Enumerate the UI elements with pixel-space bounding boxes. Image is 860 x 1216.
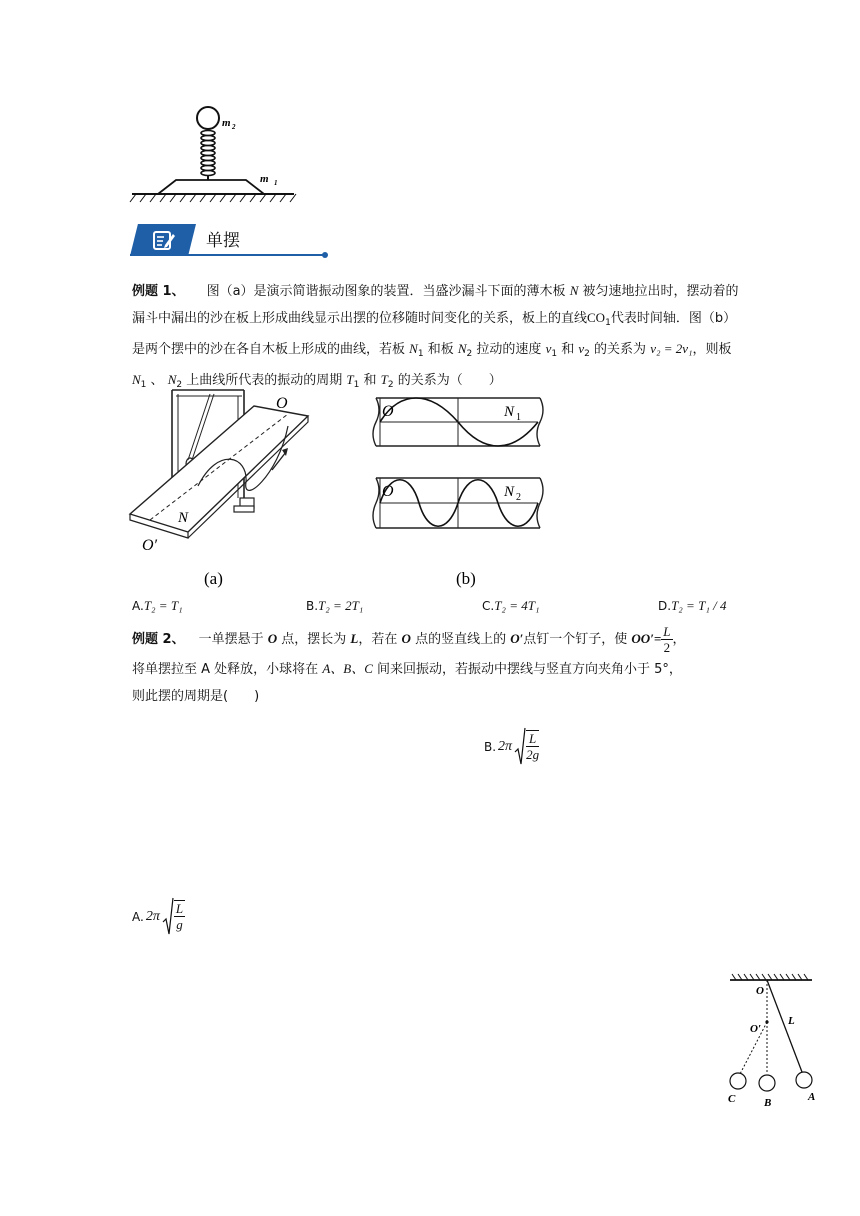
spring-mass-figure (128, 98, 298, 208)
example2-line1: 例题 2、 一单摆悬于 O 点，摆长为 L，若在 O 点的竖直线上的 O′点钉一个钉子，使 OO′= $\frac{L}{2}$ ， (132, 624, 686, 655)
example1-heading: 例题 1、 (132, 284, 185, 299)
edit-note-icon (152, 229, 176, 251)
svg-text:1: 1 (516, 412, 521, 423)
example2-heading: 例题 2、 (132, 632, 185, 647)
section-underline (130, 254, 326, 256)
section-title: 单摆 (206, 231, 240, 251)
fig-a-caption: (a) (204, 569, 223, 588)
example2-line2: 将单摆拉至 A 处释放，小球将在 A、B、C 间来回振动，若振动中摆线与竖直方向夹角小于 5°， (132, 661, 682, 677)
option-a-example2[interactable]: A. 2π $\frac{L}{g}$ (132, 896, 185, 938)
pendulum-label-O-prime: O′ (750, 1023, 762, 1035)
fig-a-label-O-prime: O′ (142, 537, 158, 554)
pendulum-label-C: C (728, 1093, 736, 1105)
example1-line1: 例题 1、 图（a）是演示简谐振动图象的装置．当盛沙漏斗下面的薄木板 N 被匀速地拉出时，摆动着的 (132, 283, 739, 299)
section-underline-dot (322, 252, 328, 258)
fig-a-label-N: N (178, 510, 189, 526)
label-m1: m (260, 173, 269, 185)
section-header (130, 224, 330, 258)
fig-b-label-O-top: O (382, 403, 394, 420)
pendulum-label-O: O (756, 985, 764, 997)
label-m2: m (222, 117, 231, 129)
pendulum-label-A: A (808, 1091, 816, 1103)
pendulum-label-L: L (788, 1015, 795, 1027)
option-c-example1[interactable]: C.T₂ = 4T₁ (482, 598, 540, 613)
example1-text (132, 278, 752, 398)
pendulum-label-B: B (764, 1097, 772, 1106)
fig-b-label-N1: N (504, 404, 515, 420)
svg-text:2: 2 (516, 492, 521, 503)
example2-line3: 则此摆的周期是( ) (132, 689, 260, 704)
fraction-L-over-2: $\frac{L}{2}$ (663, 624, 671, 655)
pendulum-figure (720, 970, 820, 1106)
sqrt-icon (514, 726, 526, 768)
example1-line3: 是两个摆中的沙在各自木板上形成的曲线，若板 $N_1$ 和板 $N_2$ 拉动的速度 $v_1$ 和 $v_2$ 的关系为 v₂ = 2v₁，则板 (132, 341, 732, 359)
figure-a-apparatus (128, 386, 328, 596)
label-m1-sub: 1 (274, 179, 278, 187)
example1-line2: 漏斗中漏出的沙在板上形成曲线显示出摆的位移随时间变化的关系，板上的直线$CO_1$代表时间轴．图（b） (132, 310, 737, 328)
fig-b-caption: (b) (456, 569, 476, 588)
fig-b-label-N2: N (504, 484, 515, 500)
option-a-example1[interactable]: A.T₂ = T₁ (132, 598, 183, 613)
figure-b-traces (372, 386, 552, 596)
sqrt-icon (162, 896, 174, 938)
label-m2-sub: 2 (232, 123, 236, 131)
example1-line4: $N_1$ 、 $N_2$ 上曲线所代表的振动的周期 $T_1$ 和 $T_2$ 的关系为（ ） (132, 372, 502, 390)
fig-b-label-O-bottom: O (382, 483, 394, 500)
option-d-example1[interactable]: D.T₂ = T₁ / 4 (658, 598, 727, 613)
option-b-example1[interactable]: B.T₂ = 2T₁ (306, 598, 364, 613)
option-b-example2[interactable]: B. 2π $\frac{L}{2g}$ (484, 726, 539, 768)
fig-a-label-O: O (276, 395, 288, 412)
example2-text (132, 624, 752, 710)
